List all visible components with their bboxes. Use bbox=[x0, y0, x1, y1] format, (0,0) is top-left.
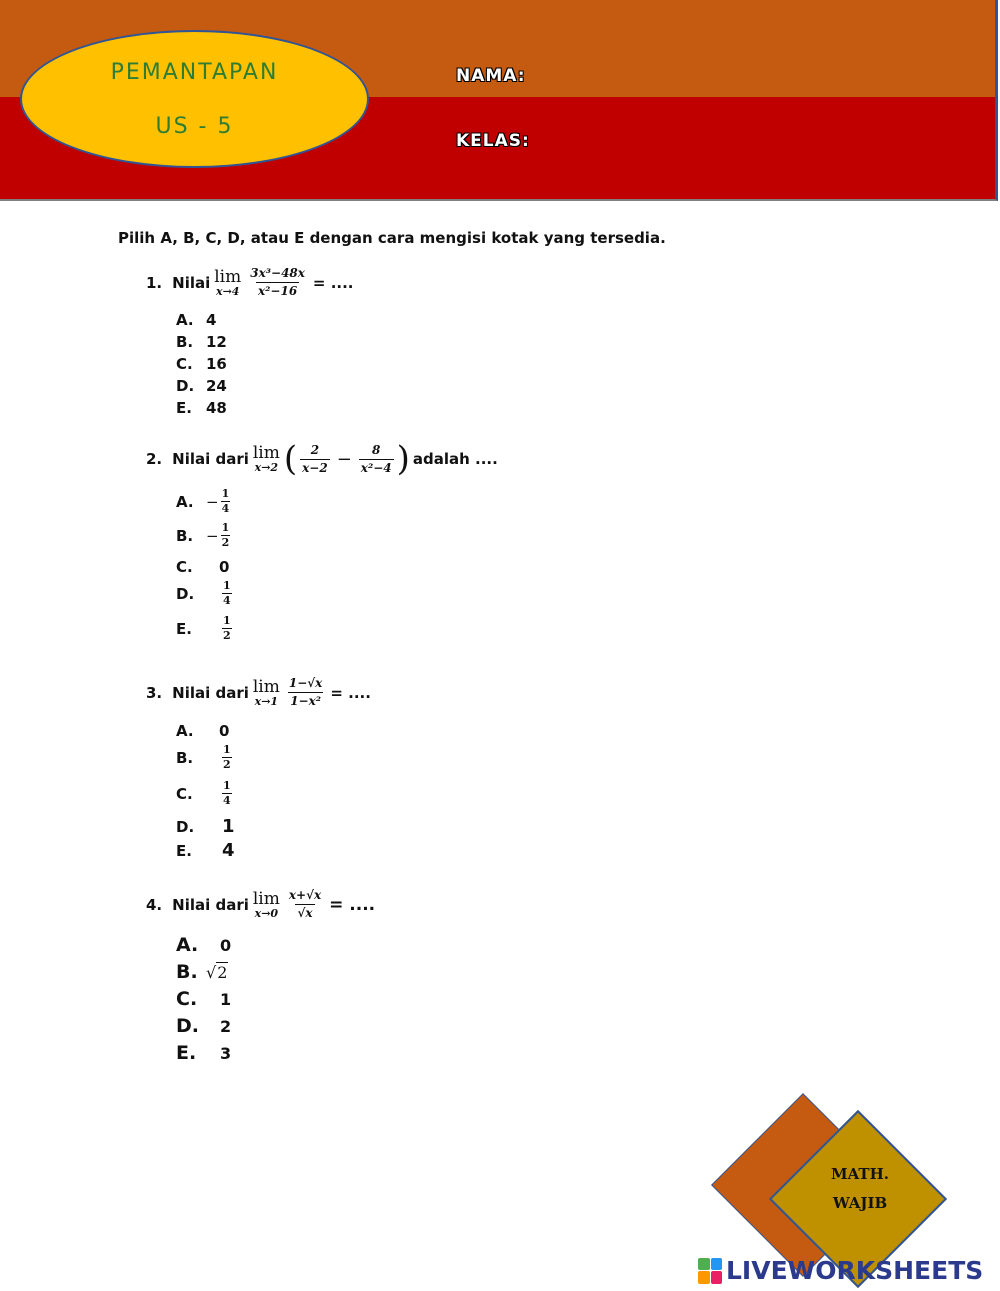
denominator: 1−x² bbox=[290, 694, 322, 708]
minus-operator: − bbox=[336, 448, 352, 470]
denominator: 2 bbox=[223, 629, 231, 642]
lim-subscript: x→0 bbox=[254, 906, 279, 920]
numerator: 3x³−48x bbox=[250, 266, 305, 280]
numerator: 1−√x bbox=[288, 676, 323, 690]
lim-word: lim bbox=[214, 266, 242, 287]
option-fraction bbox=[222, 615, 232, 642]
option-3d[interactable] bbox=[176, 816, 235, 837]
fraction bbox=[287, 888, 323, 921]
option-3b[interactable] bbox=[176, 744, 232, 771]
question-suffix: = .... bbox=[329, 894, 376, 915]
option-value: 12 bbox=[206, 333, 227, 351]
question-number: 3. bbox=[146, 683, 163, 702]
option-2c[interactable] bbox=[176, 558, 229, 576]
numerator: 1 bbox=[223, 779, 231, 792]
paren-close: ) bbox=[396, 439, 410, 479]
numerator: 8 bbox=[372, 442, 381, 457]
numerator: 1 bbox=[223, 579, 231, 592]
option-letter: C. bbox=[176, 988, 198, 1010]
option-4d[interactable] bbox=[176, 1015, 231, 1037]
option-value: 0 bbox=[219, 558, 230, 576]
liveworksheets-icon bbox=[698, 1258, 722, 1284]
option-2d[interactable] bbox=[176, 580, 232, 607]
option-4c[interactable] bbox=[176, 988, 231, 1010]
option-3c[interactable] bbox=[176, 780, 232, 807]
lim-subscript: x→1 bbox=[254, 694, 279, 708]
option-letter: C. bbox=[176, 784, 193, 803]
option-sign: − bbox=[206, 492, 219, 511]
instruction-text: Pilih A, B, C, D, atau E dengan cara mengisi kotak yang tersedia. bbox=[118, 229, 666, 247]
question-2 bbox=[146, 439, 498, 479]
denominator: x−2 bbox=[302, 460, 328, 475]
option-fraction bbox=[222, 580, 232, 607]
denominator: 4 bbox=[223, 594, 231, 607]
option-letter: A. bbox=[176, 492, 194, 511]
option-value: 24 bbox=[206, 377, 227, 395]
lim-subscript: x→2 bbox=[254, 461, 279, 474]
option-letter: B. bbox=[176, 526, 194, 545]
denominator: 4 bbox=[221, 502, 230, 515]
option-4e[interactable] bbox=[176, 1042, 231, 1064]
option-fraction bbox=[221, 488, 231, 515]
question-1 bbox=[146, 266, 354, 299]
option-letter: D. bbox=[176, 377, 195, 395]
option-2a[interactable] bbox=[176, 488, 230, 515]
kelas-label: KELAS: bbox=[456, 131, 530, 151]
option-2e[interactable] bbox=[176, 615, 232, 642]
nama-label: NAMA: bbox=[456, 66, 526, 86]
numerator: 1 bbox=[223, 614, 231, 627]
option-letter: D. bbox=[176, 584, 195, 603]
title-badge-line1: PEMANTAPAN bbox=[110, 60, 279, 85]
option-letter: A. bbox=[176, 934, 199, 956]
numerator: 1 bbox=[221, 487, 230, 500]
option-4a[interactable] bbox=[176, 934, 231, 956]
fraction bbox=[287, 676, 324, 709]
question-number: 2. bbox=[146, 450, 163, 468]
radicand: 2 bbox=[217, 962, 228, 982]
option-2b[interactable] bbox=[176, 522, 230, 549]
option-value: 4 bbox=[206, 311, 217, 329]
liveworksheets-text: LIVEWORKSHEETS bbox=[726, 1256, 984, 1285]
option-letter: E. bbox=[176, 619, 192, 638]
denominator: √x bbox=[297, 906, 313, 920]
numerator: 2 bbox=[310, 442, 320, 457]
question-suffix: = .... bbox=[330, 683, 371, 702]
question-prefix: Nilai dari bbox=[172, 895, 249, 914]
option-letter: E. bbox=[176, 841, 192, 860]
question-prefix: Nilai dari bbox=[172, 450, 249, 468]
option-sign: − bbox=[206, 526, 219, 545]
option-value: 48 bbox=[206, 399, 227, 417]
title-badge bbox=[20, 30, 369, 168]
denominator: 2 bbox=[221, 536, 230, 549]
question-prefix: Nilai dari bbox=[172, 683, 249, 702]
option-fraction bbox=[222, 744, 232, 771]
denominator: 2 bbox=[223, 758, 231, 771]
option-value: 3 bbox=[220, 1043, 232, 1063]
fraction bbox=[248, 266, 307, 299]
option-letter: A. bbox=[176, 722, 194, 740]
option-1d[interactable] bbox=[176, 377, 227, 395]
limit-operator bbox=[253, 678, 280, 708]
option-letter: C. bbox=[176, 355, 193, 373]
denominator: x²−16 bbox=[258, 284, 298, 298]
option-1a[interactable] bbox=[176, 311, 216, 329]
limit-operator bbox=[253, 444, 280, 474]
option-fraction bbox=[222, 780, 232, 807]
option-value: 16 bbox=[206, 355, 227, 373]
liveworksheets-logo[interactable] bbox=[698, 1256, 983, 1285]
option-value: 4 bbox=[222, 840, 235, 861]
numerator: x+√x bbox=[288, 888, 322, 902]
question-number: 4. bbox=[146, 895, 163, 914]
option-letter: D. bbox=[176, 1015, 199, 1037]
option-sqrt bbox=[206, 963, 228, 982]
option-1e[interactable] bbox=[176, 399, 227, 417]
lim-word: lim bbox=[252, 888, 280, 909]
option-value: 1 bbox=[220, 989, 232, 1009]
question-suffix: = .... bbox=[312, 273, 354, 292]
option-letter: A. bbox=[176, 311, 194, 329]
paren-open: ( bbox=[283, 439, 298, 479]
option-letter: E. bbox=[176, 1042, 197, 1064]
numerator: 1 bbox=[221, 521, 230, 534]
limit-operator bbox=[214, 268, 241, 298]
option-letter: B. bbox=[176, 333, 194, 351]
option-letter: E. bbox=[176, 399, 192, 417]
option-letter: B. bbox=[176, 961, 198, 983]
option-value: 2 bbox=[220, 1016, 232, 1036]
lim-word: lim bbox=[252, 676, 280, 697]
question-4 bbox=[146, 888, 375, 921]
option-fraction bbox=[221, 522, 231, 549]
denominator: 4 bbox=[223, 794, 231, 807]
option-3a[interactable] bbox=[176, 722, 229, 740]
option-letter: B. bbox=[176, 748, 194, 767]
question-number: 1. bbox=[146, 273, 163, 292]
fraction-2 bbox=[359, 443, 394, 476]
lim-word: lim bbox=[252, 443, 280, 463]
limit-operator bbox=[253, 890, 280, 920]
numerator: 1 bbox=[223, 743, 231, 756]
question-suffix: adalah .... bbox=[412, 450, 498, 468]
option-value: 1 bbox=[222, 816, 235, 837]
option-1b[interactable] bbox=[176, 333, 227, 351]
option-letter: D. bbox=[176, 817, 195, 836]
title-badge-line2: US - 5 bbox=[155, 114, 234, 139]
subject-badge-line2: WAJIB bbox=[832, 1194, 888, 1212]
option-value: 0 bbox=[220, 935, 232, 955]
question-prefix: Nilai bbox=[172, 273, 211, 292]
fraction-1 bbox=[300, 443, 330, 476]
subject-badge-line1: MATH. bbox=[831, 1165, 889, 1183]
option-4b[interactable] bbox=[176, 961, 228, 983]
denominator: x²−4 bbox=[360, 460, 392, 475]
option-3e[interactable] bbox=[176, 840, 235, 861]
option-letter: C. bbox=[176, 558, 193, 576]
sqrt-symbol: √ bbox=[206, 962, 217, 982]
lim-subscript: x→4 bbox=[216, 284, 240, 298]
question-3 bbox=[146, 676, 371, 709]
option-value: 0 bbox=[219, 722, 230, 740]
option-1c[interactable] bbox=[176, 355, 227, 373]
